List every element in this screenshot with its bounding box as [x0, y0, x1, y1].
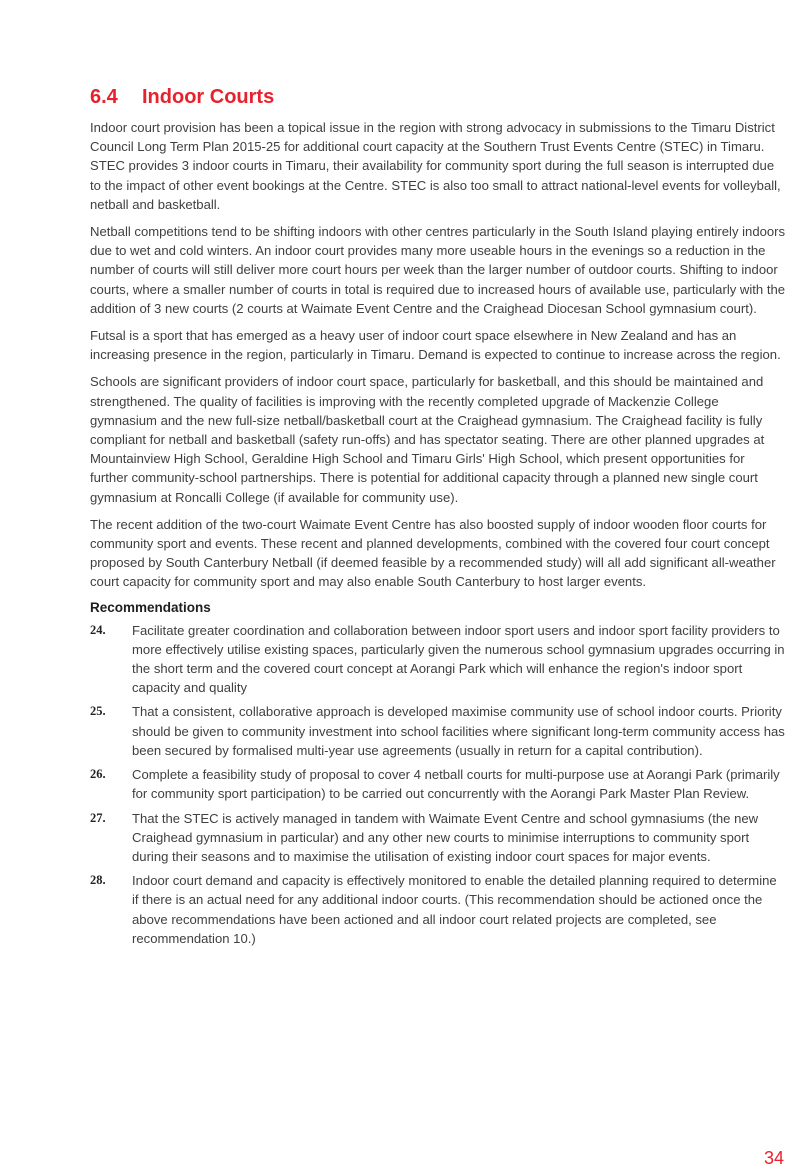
- paragraph-futsal: Futsal is a sport that has emerged as a heavy user of indoor court space elsewhere in New Zealand and has an increasing presence in the region, particularly in Timaru. Demand is expected to continue to increase across the region.: [90, 328, 781, 363]
- recommendation-text: Complete a feasibility study of proposal to cover 4 netball courts for multi-purpose use at Aorangi Park (primarily for community sport participation) to be carried out concurrently with the Aorangi Park Master Plan Review.: [132, 767, 780, 802]
- recommendation-item: [90, 871, 786, 948]
- recommendations-list: [90, 621, 786, 948]
- recommendation-number: 24.: [90, 622, 106, 637]
- recommendation-item: [90, 702, 786, 760]
- section-title: Indoor Courts: [142, 86, 275, 108]
- section-heading: [90, 86, 274, 109]
- recommendation-text: Indoor court demand and capacity is effectively monitored to enable the detailed planning required to determine if there is an actual need for any additional indoor courts. (This recommendation should be actioned once the above recommendations have been actioned and all indoor court related projects are completed, see recommendation 10.): [132, 873, 777, 946]
- recommendation-item: [90, 621, 786, 698]
- page-number: 34: [763, 1148, 784, 1168]
- recommendation-number: 25.: [90, 704, 106, 719]
- recommendation-item: [90, 765, 786, 803]
- paragraph-schools: Schools are significant providers of indoor court space, particularly for basketball, and this should be maintained and strengthened. The quality of facilities is improving with the recently completed upgrade of Mackenzie College gymnasium and the new full-size netball/basketball court at the Craighead gymnasium. The Craighead facility is fully compliant for netball and basketball (safety run-offs) and has spectator seating. There are other planned upgrades at Mountainview High School, Geraldine High School and Timaru Girls' High School, which present opportunities for further community-school partnerships. There is potential for additional capacity through a planned new single court gymnasium at Roncalli College (if available for community use).: [90, 374, 765, 505]
- section-number: 6.4: [90, 86, 118, 108]
- paragraph-waimate: The recent addition of the two-court Waimate Event Centre has also boosted supply of indoor wooden floor courts for community sport and events. These recent and planned developments, combined with the covered four court concept proposed by South Canterbury Netball (if deemed feasible by a recommended study) will all add significant all-weather court capacity for community sport and may also enable South Canterbury to host larger events.: [90, 516, 776, 590]
- recommendation-text: That the STEC is actively managed in tandem with Waimate Event Centre and school gymnasiums (the new Craighead gymnasium in particular) and any other new courts to minimise interruptions to community sport during their seasons and to maximise the utilisation of existing indoor court spaces for major events.: [132, 810, 759, 864]
- recommendation-text: That a consistent, collaborative approach is developed maximise community use of school indoor courts. Priority should be given to community investment into school facilities where significant long-term community access has been secured by formalised multi-year use agreements (usually in return for a capital contribution).: [132, 704, 785, 758]
- recommendation-number: 28.: [90, 873, 106, 888]
- recommendation-number: 27.: [90, 810, 106, 825]
- recommendation-number: 26.: [90, 767, 106, 782]
- section-body: [90, 118, 786, 953]
- recommendations-heading: Recommendations: [90, 599, 211, 615]
- recommendation-item: [90, 809, 786, 867]
- paragraph-court-provision: Indoor court provision has been a topical issue in the region with strong advocacy in submissions to the Timaru District Council Long Term Plan 2015-25 for additional court capacity at the Southern Trust Events Centre (STEC) in Timaru. STEC provides 3 indoor courts in Timaru, their availability for community sport during the full season is interrupted due to the impact of other event bookings at the Centre. STEC is also too small to attract national-level events for volleyball, netball and basketball.: [90, 120, 781, 212]
- recommendation-text: Facilitate greater coordination and collaboration between indoor sport users and indoor sport facility providers to more effectively utilise existing spaces, particularly given the numerous school gymnasium upgrades occurring in the short term and the covered court concept at Aorangi Park which will enhance the region's indoor sport capacity and quality: [132, 622, 785, 696]
- paragraph-netball: Netball competitions tend to be shifting indoors with other centres particularly in the South Island playing entirely indoors due to wet and cold winters. An indoor court provides many more useable hours in the evenings so a reduction in the number of courts will still deliver more court hours per week than the larger number of outdoor courts. Shifting to indoor courts, where a smaller number of courts in total is required due to increased hours of available use, particularly with the addition of 3 new courts (2 courts at Waimate Event Centre and the Craighead Diocesan School gymnasium court).: [90, 224, 786, 316]
